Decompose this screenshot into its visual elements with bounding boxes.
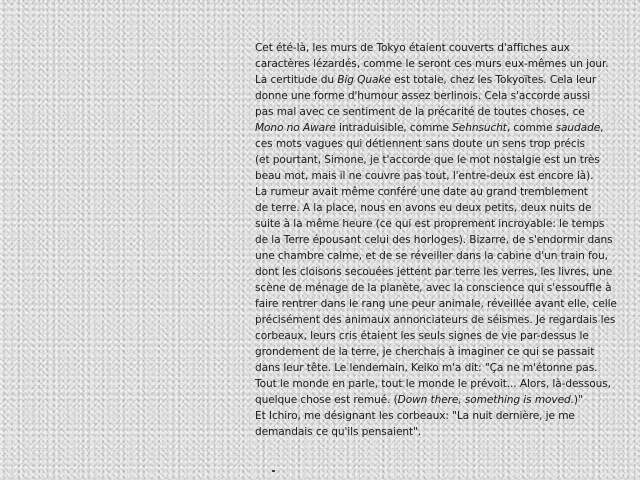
text-line — [255, 184, 640, 200]
text-line — [255, 280, 640, 296]
text-segment: une chambre calme, et de se réveiller dans la cabine d'un train fou, — [255, 250, 608, 262]
text-line — [255, 216, 640, 232]
italic-text: Sehnsucht — [452, 122, 507, 134]
text-segment: suite à la même heure (ce qui est proprement incroyable: le temps — [255, 218, 605, 230]
italic-text: Down there, something is moved. — [397, 394, 574, 406]
text-line — [255, 40, 640, 56]
stray-mark — [272, 470, 275, 472]
text-segment: dans leur tête. Le lendemain, Keiko m'a dit: "Ça ne m'étonne pas. — [255, 362, 598, 374]
text-line — [255, 264, 640, 280]
text-line — [255, 232, 640, 248]
text-segment: caractères lézardés, comme le seront ces murs eux-mêmes un jour. — [255, 58, 609, 70]
text-segment: donne une forme d'humour assez berlinois. Cela s'accorde aussi — [255, 90, 591, 102]
text-segment: )" — [573, 394, 583, 406]
text-segment: quelque chose est remué. ( — [255, 394, 398, 406]
text-line — [255, 72, 640, 88]
text-line — [255, 424, 640, 440]
text-segment: intraduisible, comme — [335, 122, 453, 134]
text-line — [255, 360, 640, 376]
text-segment: beau mot, mais il ne couvre pas tout, l'entre-deux est encore là). — [255, 170, 594, 182]
text-segment: précisément des animaux annonciateurs de séismes. Je regardais les — [255, 314, 616, 326]
text-segment: dont les cloisons secouées jettent par terre les verres, les livres, une — [255, 266, 613, 278]
text-segment: ces mots vagues qui détiennent sans doute un sens trop précis — [255, 138, 585, 150]
text-line — [255, 136, 640, 152]
text-line — [255, 200, 640, 216]
text-line — [255, 248, 640, 264]
text-line — [255, 312, 640, 328]
text-segment: de terre. A la place, nous en avons eu deux petits, deux nuits de — [255, 202, 592, 214]
text-segment: , comme — [506, 122, 556, 134]
text-segment: (et pourtant, Simone, je t'accorde que le mot nostalgie est un très — [255, 154, 600, 166]
text-line — [255, 120, 640, 136]
text-segment: , — [600, 122, 604, 134]
text-line — [255, 56, 640, 72]
italic-text: saudade — [555, 122, 601, 134]
text-segment: La certitude du — [255, 74, 338, 86]
text-segment: demandais ce qu'ils pensaient". — [255, 426, 422, 438]
text-segment: La rumeur avait même conféré une date au grand tremblement — [255, 186, 588, 198]
text-line — [255, 392, 640, 408]
text-line — [255, 376, 640, 392]
text-line — [255, 344, 640, 360]
text-segment: scène de ménage de la planète, avec la conscience qui s'essouffle à — [255, 282, 612, 294]
text-segment: de la Terre épousant celui des horloges). Bizarre, de s'endormir dans — [255, 234, 613, 246]
text-segment: Cet été-là, les murs de Tokyo étaient couverts d'affiches aux — [255, 42, 570, 54]
text-segment: faire rentrer dans le rang une peur animale, réveillée avant elle, celle — [255, 298, 617, 310]
text-segment: Tout le monde en parle, tout le monde le prévoit... Alors, là-dessous, — [255, 378, 611, 390]
text-segment: grondement de la terre, je cherchais à imaginer ce qui se passait — [255, 346, 595, 358]
text-segment: corbeaux, leurs cris étaient les seuls signes de vie par-dessus le — [255, 330, 589, 342]
text-segment: pas mal avec ce sentiment de la précarité de toutes choses, ce — [255, 106, 585, 118]
text-line — [255, 168, 640, 184]
text-line — [255, 152, 640, 168]
italic-text: Big Quake — [337, 74, 391, 86]
text-segment: est totale, chez les Tokyoïtes. Cela leur — [390, 74, 597, 86]
text-line — [255, 328, 640, 344]
text-line — [255, 408, 640, 424]
text-line — [255, 88, 640, 104]
text-segment: Et Ichiro, me désignant les corbeaux: "La nuit dernière, je me — [255, 410, 575, 422]
text-line — [255, 104, 640, 120]
text-line — [255, 296, 640, 312]
document-text — [255, 40, 640, 440]
italic-text: Mono no Aware — [255, 122, 336, 134]
